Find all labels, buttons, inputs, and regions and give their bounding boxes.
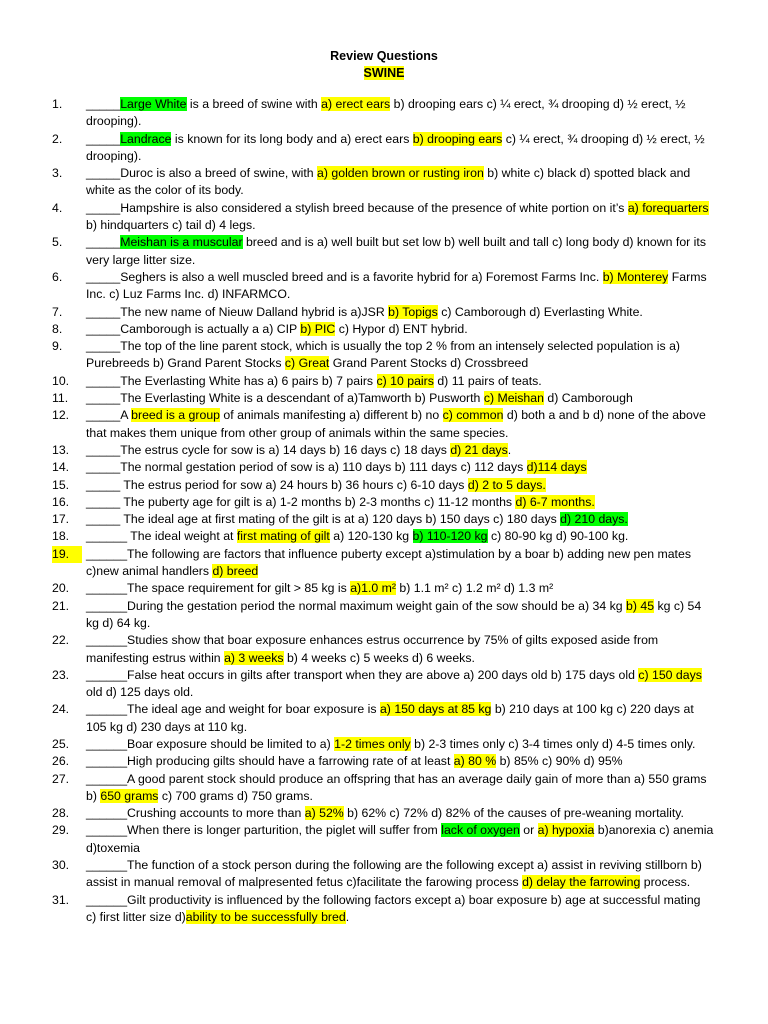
question-number: 14. <box>52 460 70 475</box>
question-text <box>86 234 714 269</box>
question-fragment: b)anorexia c) anemia d)toxemia <box>86 823 714 855</box>
highlighted-answer: first mating of gilt <box>236 529 330 544</box>
question-item <box>0 736 768 753</box>
question-fragment: b) drooping ears c) ¼ erect, ¾ drooping d) ½ erect, ½ drooping). <box>86 97 686 129</box>
question-item <box>0 407 768 442</box>
question-fragment: _____Seghers is also a well muscled breed and is a favorite hybrid for a) Foremost Farms Inc. <box>86 269 603 284</box>
question-fragment: ______The following are factors that influence puberty except a)stimulation by a boar b) adding new pen mates c)new animal handlers <box>86 546 691 579</box>
highlighted-answer: 1-2 times only <box>334 736 411 751</box>
question-number: 24. <box>52 702 70 717</box>
question-text <box>86 442 714 459</box>
question-item <box>0 546 768 581</box>
question-number: 27. <box>52 771 70 786</box>
highlighted-term: Meishan is a muscular <box>120 235 243 250</box>
question-text <box>86 667 714 702</box>
question-item <box>0 234 768 269</box>
question-fragment: c) 700 grams d) 750 grams. <box>158 788 313 803</box>
question-fragment: _____The normal gestation period of sow is a) 110 days b) 111 days c) 112 days <box>86 460 527 475</box>
question-fragment: b) hindquarters c) tail d) 4 legs. <box>86 218 256 233</box>
question-fragment: a) 120-130 kg <box>329 529 413 544</box>
question-number: 16. <box>52 494 70 509</box>
highlighted-answer: a) 52% <box>304 806 344 821</box>
question-text <box>86 477 714 494</box>
question-fragment: . <box>507 442 512 457</box>
highlighted-answer: a)1.0 m² <box>350 581 396 596</box>
question-text <box>86 701 714 736</box>
question-number: 31. <box>52 892 70 907</box>
highlighted-term: lack of oxygen <box>441 823 520 838</box>
highlighted-term: d) 210 days. <box>560 512 628 527</box>
question-number: 12. <box>52 408 70 423</box>
question-number: 10. <box>52 373 70 388</box>
question-fragment: ______High producing gilts should have a farrowing rate of at least <box>86 754 454 769</box>
question-fragment: breed and is a) well built but set low b) well built and tall c) long body d) known for its very large litter size. <box>86 235 706 267</box>
question-fragment: _____ <box>86 235 121 250</box>
highlighted-answer: a) 3 weeks <box>224 650 284 665</box>
question-item <box>0 321 768 338</box>
question-fragment: old d) 125 days old. <box>86 685 194 700</box>
question-fragment: b) 85% c) 90% d) 95% <box>496 754 623 769</box>
question-text <box>86 753 714 770</box>
question-text <box>86 304 714 321</box>
question-number: 21. <box>52 598 70 613</box>
highlighted-answer: c) Meishan <box>483 391 544 406</box>
question-fragment: c) Hypor d) ENT hybrid. <box>335 321 468 336</box>
question-number: 28. <box>52 806 70 821</box>
highlighted-answer: c) Great <box>284 356 330 371</box>
question-fragment: c) Camborough d) Everlasting White. <box>437 304 643 319</box>
question-fragment: kg c) 54 kg d) 64 kg. <box>86 598 702 630</box>
question-fragment: _____The Everlasting White has a) 6 pairs b) 7 pairs <box>86 373 377 388</box>
question-fragment: _____The Everlasting White is a descendant of a)Tamworth b) Pusworth <box>86 391 484 406</box>
question-fragment: c) ¼ erect, ¾ drooping d) ½ erect, ½ drooping). <box>86 131 705 163</box>
question-item <box>0 373 768 390</box>
question-number: 13. <box>52 442 70 457</box>
question-number: 20. <box>52 581 70 596</box>
question-number: 17. <box>52 512 70 527</box>
question-text <box>86 736 714 753</box>
highlighted-answer: a) golden brown or rusting iron <box>317 166 484 181</box>
highlighted-answer: d)114 days <box>526 460 587 475</box>
highlighted-term: Landrace <box>120 131 172 146</box>
question-fragment: ______A good parent stock should produce an offspring that has an average daily gain of more than a) 550 grams b) <box>86 771 707 803</box>
question-item <box>0 338 768 373</box>
question-number: 26. <box>52 754 70 769</box>
highlighted-answer: a) erect ears <box>321 97 391 111</box>
highlighted-answer: c) 150 days <box>638 667 702 682</box>
question-text <box>86 165 714 200</box>
question-item <box>0 632 768 667</box>
question-item <box>0 511 768 528</box>
question-item <box>0 822 768 857</box>
question-fragment: _____Camborough is actually a a) CIP <box>86 321 301 336</box>
question-fragment: _____The new name of Nieuw Dalland hybrid is a)JSR <box>86 304 389 319</box>
question-fragment: or <box>519 823 538 838</box>
question-fragment: ______ The ideal weight at <box>86 529 237 544</box>
highlighted-answer: b) Topigs <box>388 304 438 319</box>
question-text <box>86 200 714 235</box>
highlighted-answer: b) PIC <box>300 321 336 336</box>
question-text <box>86 459 714 476</box>
question-text <box>86 407 714 442</box>
highlighted-answer: b) 45 <box>626 598 655 613</box>
question-text <box>86 771 714 806</box>
question-item <box>0 753 768 770</box>
question-fragment: _____ The puberty age for gilt is a) 1-2 months b) 2-3 months c) 11-12 months <box>86 494 516 509</box>
question-number: 5. <box>52 235 63 250</box>
question-number: 9. <box>52 339 63 354</box>
question-item <box>0 165 768 200</box>
highlighted-answer: b) drooping ears <box>412 131 503 146</box>
question-text <box>86 338 714 373</box>
highlighted-answer: c) common <box>442 408 504 423</box>
question-number: 29. <box>52 823 70 838</box>
question-fragment: ______The ideal age and weight for boar exposure is <box>86 702 380 717</box>
question-number: 4. <box>52 200 63 215</box>
question-fragment: b) 2-3 times only c) 3-4 times only d) 4-5 times only. <box>410 736 696 751</box>
question-text <box>86 580 714 597</box>
question-text <box>86 632 714 667</box>
question-fragment: . <box>345 909 350 924</box>
question-text <box>86 511 714 528</box>
question-fragment: _____ <box>86 131 121 146</box>
highlighted-answer: a) hypoxia <box>537 823 595 838</box>
question-fragment: ______Crushing accounts to more than <box>86 806 305 821</box>
question-fragment: d) 11 pairs of teats. <box>433 373 542 388</box>
question-fragment: ______The function of a stock person during the following are the following except a) assist in reviving stillborn b) assist in manual removal of malpresented fetus c)facilitate the farowing process <box>86 858 702 890</box>
highlighted-answer: breed is a group <box>131 408 221 423</box>
highlighted-answer: b) Monterey <box>602 269 669 284</box>
question-number: 30. <box>52 858 70 873</box>
question-fragment: of animals manifesting a) different b) no <box>220 408 443 423</box>
question-item <box>0 667 768 702</box>
question-fragment: Grand Parent Stocks d) Crossbreed <box>329 356 529 371</box>
document-title: Review Questions <box>330 49 438 63</box>
question-item <box>0 442 768 459</box>
question-item <box>0 771 768 806</box>
subtitle-text: SWINE <box>363 66 405 80</box>
question-item <box>0 390 768 407</box>
question-text <box>86 528 714 545</box>
question-fragment: d) both a and b d) none of the above that makes them unique from other group of animals within the same species. <box>86 408 706 440</box>
question-item <box>0 857 768 892</box>
question-number: 23. <box>52 667 70 682</box>
highlighted-term: b) 110-120 kg <box>412 529 488 544</box>
question-item <box>0 459 768 476</box>
question-text <box>86 822 714 857</box>
highlighted-answer: d) 2 to 5 days. <box>467 477 546 492</box>
question-text <box>86 390 714 407</box>
highlighted-answer: d) 21 days <box>450 442 508 457</box>
question-fragment: b) 62% c) 72% d) 82% of the causes of pre-weaning mortality. <box>343 806 684 821</box>
highlighted-term: Large White <box>120 97 187 111</box>
question-fragment: is known for its long body and a) erect ears <box>171 131 413 146</box>
question-number: 3. <box>52 166 63 181</box>
question-fragment: is a breed of swine with <box>186 97 322 111</box>
question-fragment: b) 4 weeks c) 5 weeks d) 6 weeks. <box>283 650 475 665</box>
question-fragment: b) 210 days at 100 kg c) 220 days at 105 kg d) 230 days at 110 kg. <box>86 702 694 734</box>
question-number: 8. <box>52 321 63 336</box>
question-number: 7. <box>52 304 63 319</box>
highlighted-answer: d) delay the farrowing <box>522 875 641 890</box>
question-fragment: b) 1.1 m² c) 1.2 m² d) 1.3 m² <box>396 581 554 596</box>
question-fragment: Farms Inc. c) Luz Farms Inc. d) INFARMCO. <box>86 269 707 302</box>
question-item <box>0 892 768 927</box>
question-number: 15. <box>52 477 70 492</box>
highlighted-answer: d) 6-7 months. <box>515 494 595 509</box>
question-number: 22. <box>52 633 70 648</box>
highlighted-answer: a) 80 % <box>453 754 497 769</box>
question-text <box>86 494 714 511</box>
question-text <box>86 269 714 304</box>
question-text <box>86 96 714 131</box>
question-number: 18. <box>52 529 70 544</box>
question-text <box>86 321 714 338</box>
question-fragment: b) white c) black d) spotted black and white as the color of its body. <box>86 166 691 198</box>
question-number: 2. <box>52 131 63 146</box>
question-text <box>86 857 714 892</box>
question-item <box>0 701 768 736</box>
question-fragment: _____The top of the line parent stock, which is usually the top 2 % from an intensely selected population is a) Purebreeds b) Grand Parent Stocks <box>86 339 681 371</box>
question-item <box>0 131 768 166</box>
question-text <box>86 373 714 390</box>
highlighted-answer: d) breed <box>212 564 259 579</box>
question-fragment: _____ The ideal age at first mating of the gilt is at a) 120 days b) 150 days c) 180 days <box>86 512 561 527</box>
question-text <box>86 546 714 581</box>
question-fragment: _____Duroc is also a breed of swine, with <box>86 166 318 181</box>
question-item <box>0 528 768 545</box>
question-fragment: ______During the gestation period the normal maximum weight gain of the sow should be a) 34 kg <box>86 598 627 613</box>
question-text <box>86 805 714 822</box>
highlighted-answer: a) forequarters <box>627 200 709 215</box>
highlighted-answer: c) 10 pairs <box>376 373 434 388</box>
question-fragment: _____A <box>86 408 132 423</box>
question-fragment: _____ <box>86 97 121 111</box>
question-item <box>0 477 768 494</box>
question-item <box>0 494 768 511</box>
question-fragment: _____ The estrus period for sow a) 24 hours b) 36 hours c) 6-10 days <box>86 477 468 492</box>
question-fragment: d) Camborough <box>543 391 633 406</box>
question-fragment: ______Studies show that boar exposure enhances estrus occurrence by 75% of gilts exposed aside from manifesting estrus within <box>86 633 659 665</box>
question-item <box>0 200 768 235</box>
document-subtitle <box>0 65 768 82</box>
question-item <box>0 269 768 304</box>
question-fragment: ______Boar exposure should be limited to a) <box>86 736 335 751</box>
question-fragment: c) 80-90 kg d) 90-100 kg. <box>487 529 629 544</box>
question-list <box>0 96 768 926</box>
question-number: 19. <box>52 546 82 563</box>
question-item <box>0 580 768 597</box>
highlighted-answer: a) 150 days at 85 kg <box>379 702 492 717</box>
question-text <box>86 892 714 927</box>
question-item <box>0 96 768 131</box>
question-fragment: _____Hampshire is also considered a stylish breed because of the presence of white portion on it’s <box>86 200 628 215</box>
question-fragment: ______False heat occurs in gilts after transport when they are above a) 200 days old b) 175 days old <box>86 667 639 682</box>
question-fragment: _____The estrus cycle for sow is a) 14 days b) 16 days c) 18 days <box>86 442 451 457</box>
highlighted-answer: ability to be successfully bred <box>185 909 346 924</box>
question-number: 1. <box>52 97 63 111</box>
question-fragment: process. <box>640 875 691 890</box>
question-number: 11. <box>52 391 69 406</box>
question-fragment: ______When there is longer parturition, the piglet will suffer from <box>86 823 442 838</box>
question-number: 6. <box>52 269 63 284</box>
question-fragment: ______The space requirement for gilt > 85 kg is <box>86 581 351 596</box>
question-text <box>86 598 714 633</box>
question-text <box>86 131 714 166</box>
highlighted-answer: 650 grams <box>100 788 159 803</box>
question-number: 25. <box>52 736 70 751</box>
question-item <box>0 598 768 633</box>
question-fragment: ______Gilt productivity is influenced by the following factors except a) boar exposure b) age at successful mating c) first litter size d) <box>86 892 701 924</box>
question-item <box>0 805 768 822</box>
question-item <box>0 304 768 321</box>
